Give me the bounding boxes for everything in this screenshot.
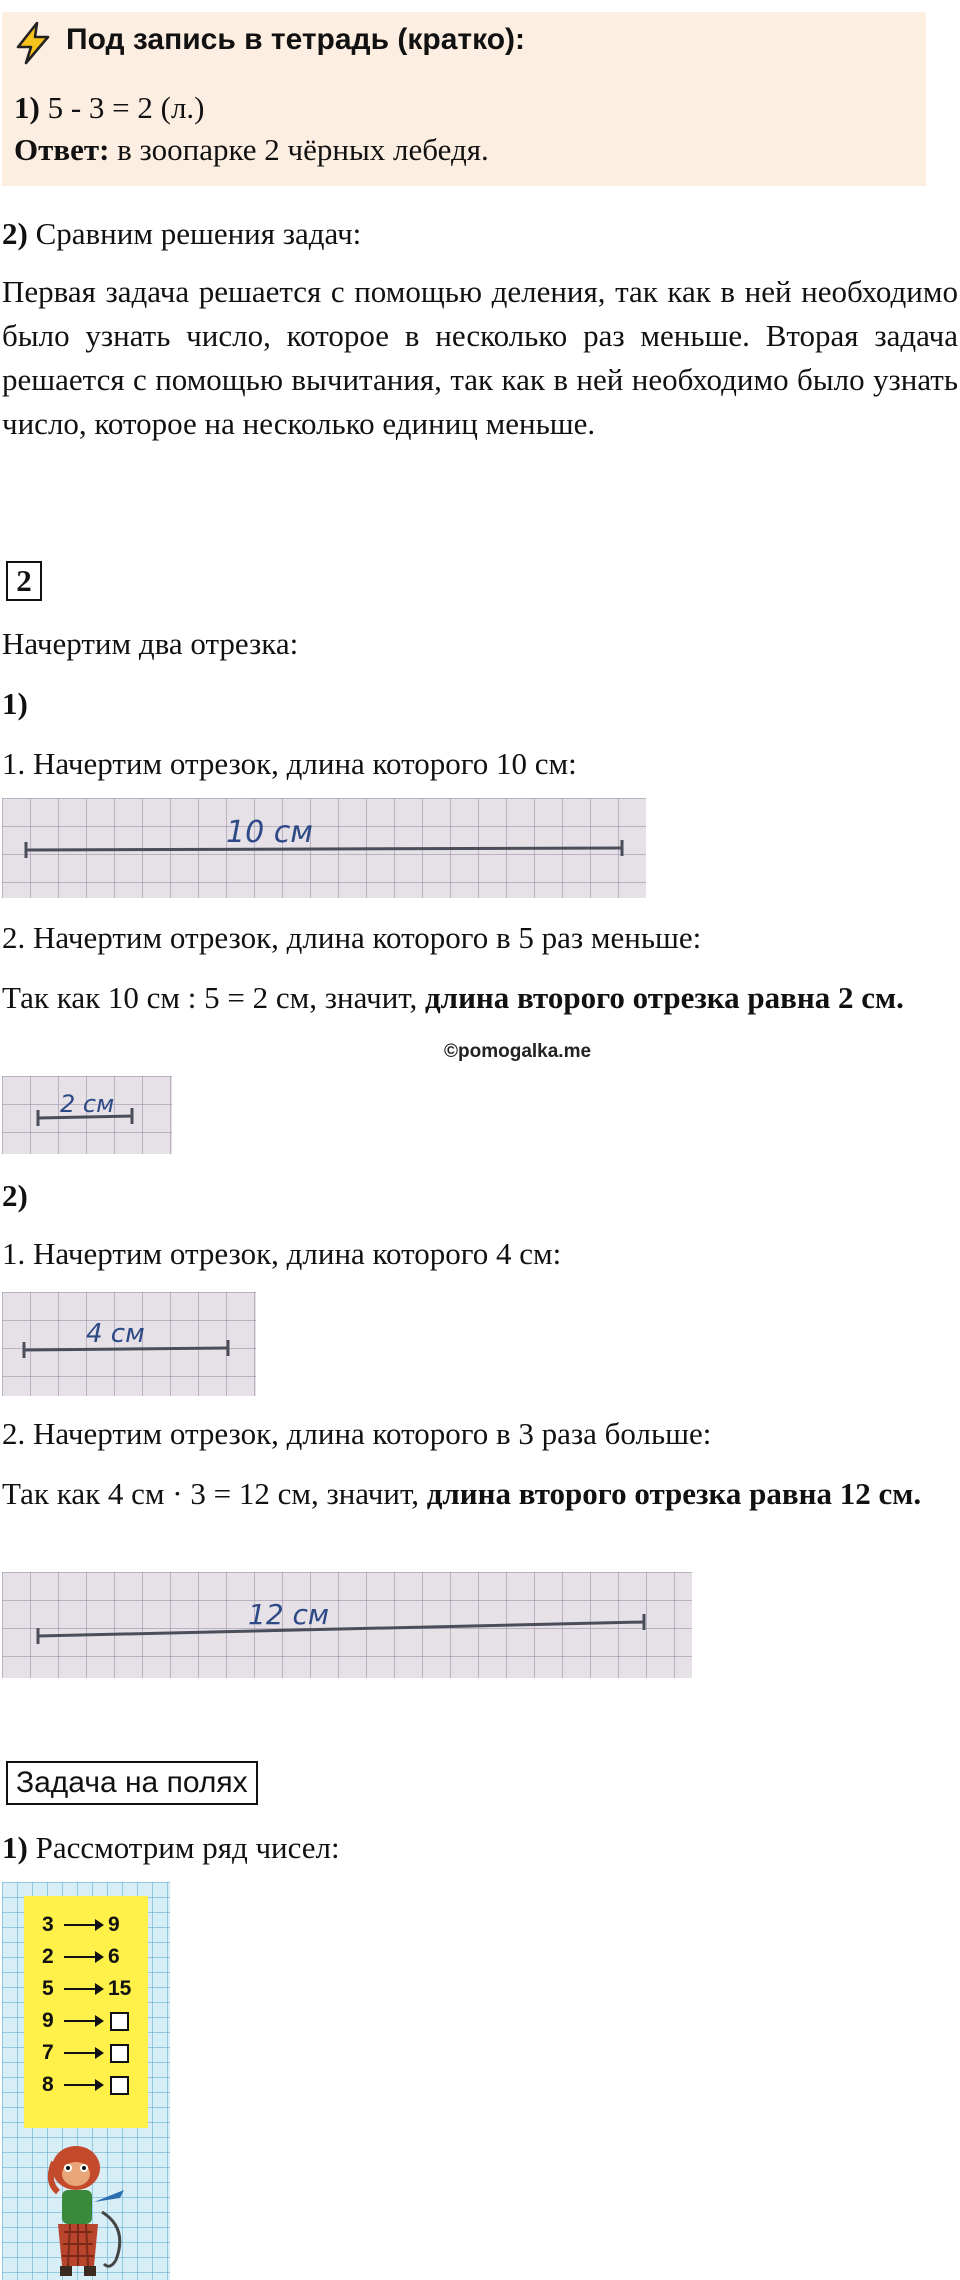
arrow-right-icon [64,1988,102,1990]
series-row: 5 15 [42,1977,132,2000]
segment-photo-10cm [2,798,646,898]
part2-step2: 2. Начертим отрезок, длина которого в 3 раза больше: [2,1416,712,1451]
empty-square-icon [110,2044,129,2063]
empty-square-icon [110,2076,129,2095]
task2-intro: Начертим два отрезка: [2,626,299,661]
margin-task-label: Задача на полях [6,1761,258,1805]
arrow-right-icon [64,1924,102,1926]
arrow-right-icon [64,2052,102,2054]
watermark: ©pomogalka.me [444,1041,592,1062]
series-row: 2 6 [42,1945,120,1968]
task-number-box: 2 [6,561,42,601]
part2-explanation: Так как 4 см · 3 = 12 см, значит, длина второго отрезка равна 12 см. [2,1476,922,1511]
segment-label-4cm: 4 см [86,1319,145,1349]
note-title: Под запись в тетрадь (кратко): [66,23,526,56]
number-series-card [2,1882,170,2280]
part1-step2: 2. Начертим отрезок, длина которого в 5 раз меньше: [2,920,702,955]
segment-label-2cm: 2 см [60,1090,115,1118]
empty-square-icon [110,2012,129,2031]
part1-number: 1) [2,686,28,721]
segment-photo-4cm [2,1292,256,1396]
note-line-1: 1) 5 - 3 = 2 (л.) [14,90,205,125]
arrow-right-icon [64,2084,102,2086]
lightning-icon [10,20,56,66]
part2-number: 2) [2,1178,28,1213]
series-row: 3 9 [42,1913,120,1936]
series-row: 8 [24,2070,142,2100]
series-row: 9 [24,2006,142,2036]
arrow-right-icon [64,2020,102,2022]
part1-explanation: Так как 10 см : 5 = 2 см, значит, длина второго отрезка равна 2 см. [2,980,904,1015]
margin-task-intro: 1) Рассмотрим ряд чисел: [2,1830,340,1865]
segment-label-10cm: 10 см [226,815,313,850]
compare-title: 2) Сравним решения задач: [2,216,362,251]
compare-paragraph: Первая задача решается с помощью деления, так как в ней необходимо было узнать число, которое в несколько раз меньше. Вторая задача решается с помощью вычитания, так как в ней необходимо было узнать число, которое на несколько единиц меньше. [2,274,958,441]
part1-step1: 1. Начертим отрезок, длина которого 10 см: [2,746,577,781]
cartoon-character-icon [32,2132,142,2278]
arrow-right-icon [64,1956,102,1958]
note-answer: Ответ: в зоопарке 2 чёрных лебедя. [14,132,489,167]
part2-step1: 1. Начертим отрезок, длина которого 4 см: [2,1236,562,1271]
segment-label-12cm: 12 см [248,1598,330,1631]
segment-photo-2cm [2,1076,172,1154]
series-row: 7 [24,2038,142,2068]
segment-photo-12cm [2,1572,692,1678]
